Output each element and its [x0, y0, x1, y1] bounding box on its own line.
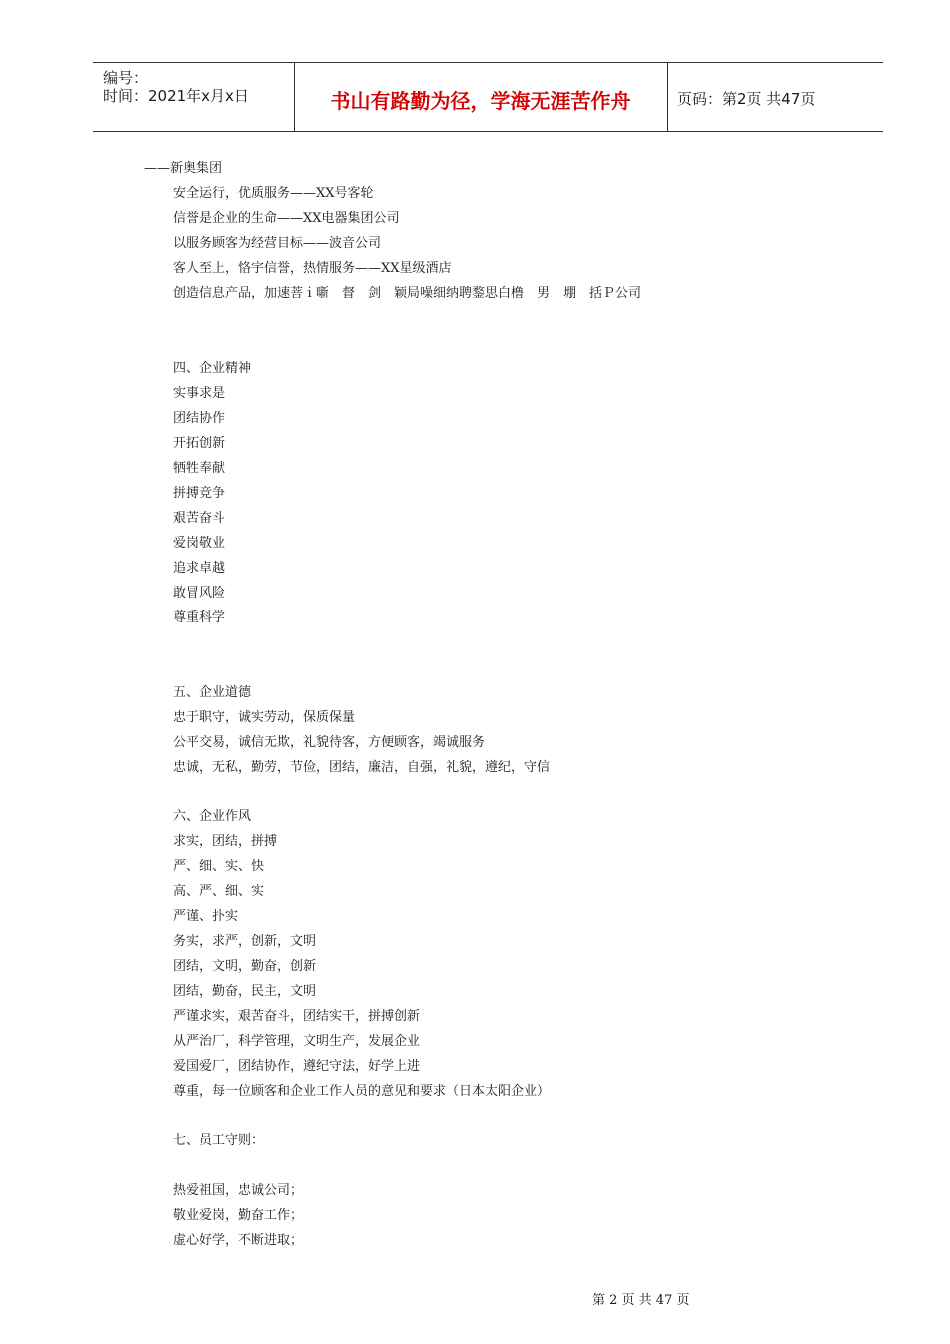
header-page-number: 页码：第2页 共47页	[677, 90, 816, 108]
text-line: 以服务顾客为经营目标——波音公司	[173, 236, 382, 251]
text-line: 高、严、细、实	[173, 884, 265, 899]
text-line: 拼搏竞争	[173, 486, 226, 501]
text-line: 安全运行，优质服务——XX号客轮	[173, 186, 374, 201]
text-line: 开拓创新	[173, 436, 226, 451]
text-line: 敢冒风险	[173, 586, 226, 601]
text-line: 严谨、扑实	[173, 909, 239, 924]
text-line: 尊重科学	[173, 610, 226, 625]
text-line: 爱国爱厂，团结协作，遵纪守法，好学上进	[173, 1059, 421, 1074]
section-heading: 四、企业精神	[173, 361, 252, 376]
text-line: 严、细、实、快	[173, 859, 265, 874]
slogan: 书山有路勤为径，学海无涯苦作舟	[330, 89, 631, 113]
text-line: 团结，勤奋，民主，文明	[173, 984, 317, 999]
text-line: 团结，文明，勤奋，创新	[173, 959, 317, 974]
text-line: 尊重，每一位顾客和企业工作人员的意见和要求（日本太阳企业）	[173, 1084, 551, 1099]
text-line: 爱岗敬业	[173, 536, 226, 551]
text-line: 牺牲奉献	[173, 461, 226, 476]
text-line: 信誉是企业的生命——XX电器集团公司	[173, 211, 400, 226]
text-line: 虚心好学，不断进取；	[173, 1233, 304, 1248]
text-line: 客人至上，恪宇信誉，热情服务——XX星级酒店	[173, 261, 452, 276]
text-line: 创造信息产品，加速菩ｉ噺 督 剑 颖局噪细纳聘鍪思白橹 男 堋 括Ｐ公司	[173, 286, 642, 301]
text-line: 热爱祖国，忠诚公司；	[173, 1183, 304, 1198]
text-line: 从严治厂，科学管理，文明生产，发展企业	[173, 1034, 421, 1049]
text-line: 追求卓越	[173, 561, 226, 576]
header-page-cell	[667, 63, 883, 131]
text-line: 实事求是	[173, 386, 226, 401]
text-line: 团结协作	[173, 411, 226, 426]
header-slogan-cell	[294, 63, 668, 131]
text-line: 忠诚，无私，勤劳，节俭，团结，廉洁，自强，礼貌，遵纪，守信	[173, 760, 551, 775]
text-line: 忠于职守，诚实劳动，保质保量	[173, 710, 356, 725]
text-line: 求实，团结，拼搏	[173, 834, 278, 849]
page-footer: 第 2 页 共 47 页	[592, 1293, 690, 1308]
text-line: 公平交易，诚信无欺，礼貌待客，方便顾客，竭诚服务	[173, 735, 486, 750]
time-label: 时间：2021年x月x日	[103, 87, 249, 105]
text-line: 严谨求实，艰苦奋斗，团结实干，拼搏创新	[173, 1009, 421, 1024]
serial-number-label: 编号：	[103, 69, 149, 87]
page-header	[93, 62, 883, 132]
section-heading: 六、企业作风	[173, 809, 252, 824]
header-info-cell	[93, 63, 295, 131]
text-line: 艰苦奋斗	[173, 511, 226, 526]
text-line: 敬业爱岗，勤奋工作；	[173, 1208, 304, 1223]
text-line: 务实，求严，创新，文明	[173, 934, 317, 949]
text-line: ——新奥集团	[144, 161, 223, 176]
section-heading: 五、企业道德	[173, 685, 252, 700]
section-heading: 七、员工守则：	[173, 1133, 265, 1148]
